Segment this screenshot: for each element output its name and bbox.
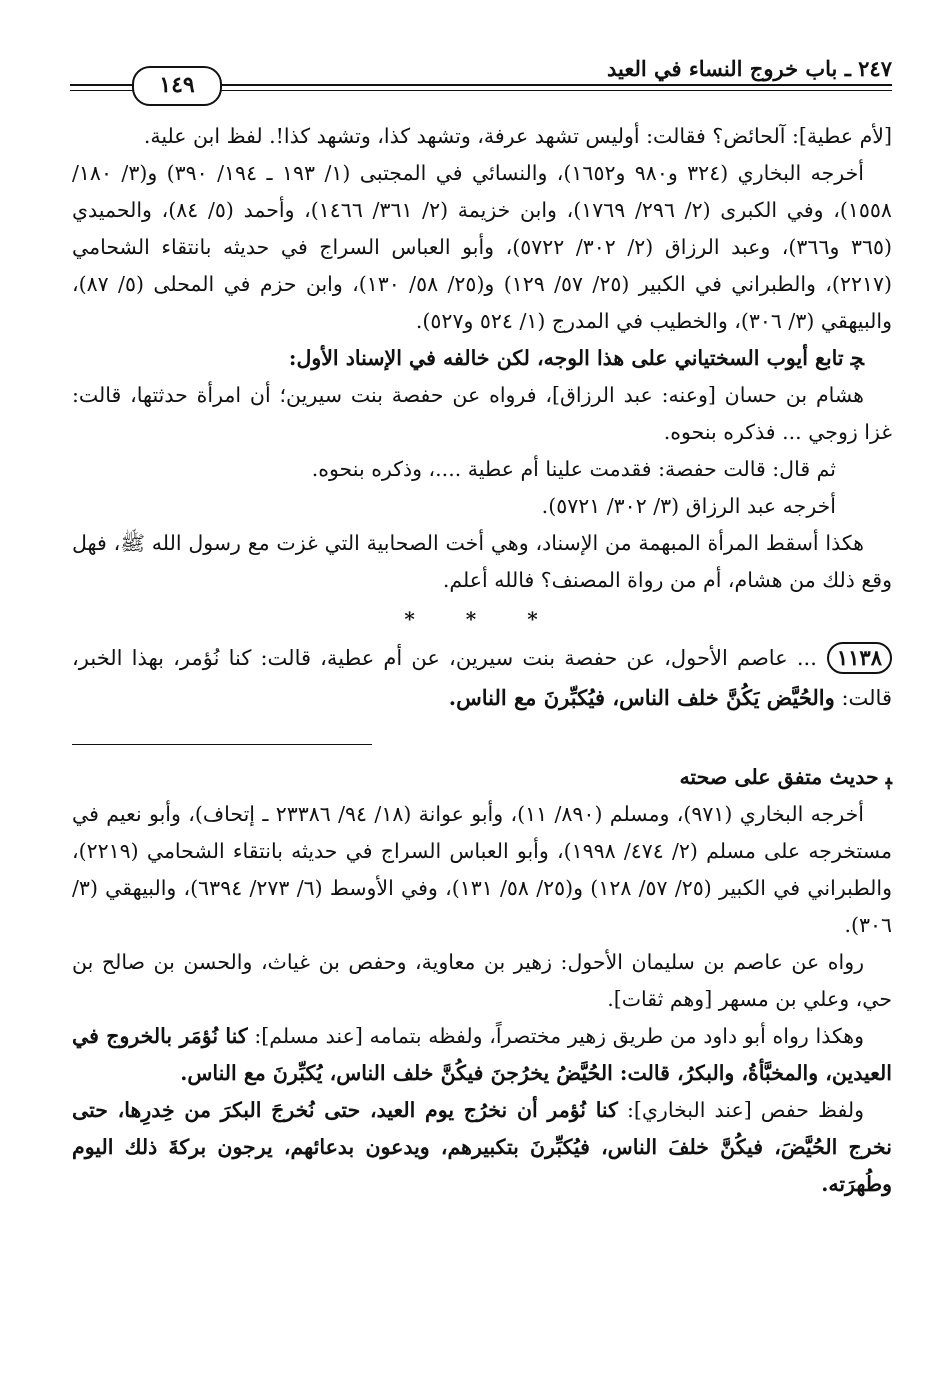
note-heading xyxy=(72,759,892,796)
footnote-divider xyxy=(72,744,372,745)
para-6 xyxy=(72,488,892,525)
section-stars: * * * xyxy=(404,607,560,631)
para-7 xyxy=(72,525,892,599)
para-1-text: [لأم عطية]: آلحائض؟ فقالت: أوليس تشهد عرفة، وتشهد كذا، وتشهد كذا!. لفظ ابن علية. xyxy=(143,124,892,148)
para-6-text: أخرجه عبد الرزاق (٣/ ٣٠٢/ ٥٧٢١). xyxy=(541,494,836,518)
para-3-text: ﭽ تابع أيوب السختياني على هذا الوجه، لكن خالفه في الإسناد الأول: xyxy=(288,346,864,370)
hadith-text: ... عاصم الأحول، عن حفصة بنت سيرين، عن أم عطية، قالت: كنا نُؤمر، بهذا الخبر، قالت: xyxy=(72,646,892,710)
para-4 xyxy=(72,377,892,451)
para-5-text: ثم قال: قالت حفصة: فقدمت علينا أم عطية ....، وذكره بنحوه. xyxy=(311,457,836,481)
para-2 xyxy=(72,155,892,340)
note-4-text: وهكذا رواه أبو داود من طريق زهير مختصراً، ولفظه بتمامه [عند مسلم]: xyxy=(247,1024,864,1048)
note-5 xyxy=(72,1092,892,1203)
note-3 xyxy=(72,944,892,1018)
note-heading-text: ﯧ حديث متفق على صحته xyxy=(679,765,892,789)
note-4 xyxy=(72,1018,892,1092)
para-5 xyxy=(72,451,892,488)
hadith-text-bold: والحُيَّض يَكُنَّ خلف الناس، فيُكبِّرنَ مع الناس. xyxy=(448,685,835,710)
page-body xyxy=(72,118,892,1203)
note-5-bold: كنا نُؤمر أن نخرُج يوم العيد، حتى نُخرجَ البكرَ من خِدرِها، حتى نخرج الحُيَّضَ، فيكُنَّ خلفَ الناس، فيُكبِّرنَ بتكبيرهم، ويدعون بدعائهم، يرجون بركةَ ذلك اليوم وطُهرَته. xyxy=(72,1098,892,1196)
para-4-text: هشام بن حسان [وعنه: عبد الرزاق]، فرواه عن حفصة بنت سيرين؛ أن امرأة حدثتها، قالت: غزا زوجي ... فذكره بنحوه. xyxy=(72,383,892,444)
page-number: ١٤٩ xyxy=(132,66,222,106)
note-5-text: ولفظ حفص [عند البخاري]: xyxy=(617,1098,864,1122)
note-4-bold: كنا نُؤمَر بالخروج في العيدين، والمخبَّأةُ، والبكرُ، قالت: الحُيَّضُ يخرُجنَ فيكُنَّ خلف الناس، يُكبِّرنَ مع الناس. xyxy=(72,1024,892,1085)
page-header xyxy=(70,52,892,108)
hadith-block xyxy=(72,638,892,718)
note-2 xyxy=(72,796,892,944)
para-3 xyxy=(72,340,892,377)
note-3-text: رواه عن عاصم بن سليمان الأحول: زهير بن معاوية، وحفص بن غياث، والحسن بن صالح بن حي، وعلي بن مسهر [وهم ثقات]. xyxy=(72,950,892,1011)
hadith-number: ١١٣٨ xyxy=(827,642,892,674)
chapter-title: ٢٤٧ ـ باب خروج النساء في العيد xyxy=(601,56,892,81)
note-2-text: أخرجه البخاري (٩٧١)، ومسلم (٨٩٠/ ١١)، وأبو عوانة (١٨/ ٩٤/ ٢٣٣٨٦ ـ إتحاف)، وأبو نعيم في مستخرجه على مسلم (٢/ ٤٧٤/ ١٩٩٨)، وأبو العباس السراج في حديثه بانتقاء الشحامي (٢٢١٩)، والطبراني في الكبير (٢٥/ ٥٧/ ١٢٨) و(٢٥/ ٥٨/ ١٣١)، وفي الأوسط (٦/ ٢٧٣/ ٦٣٩٤)، والبيهقي (٣/ ٣٠٦). xyxy=(72,802,892,937)
para-7-text: هكذا أسقط المرأة المبهمة من الإسناد، وهي أخت الصحابية التي غزت مع رسول الله ﷺ، فهل وقع ذلك من هشام، أم من رواة المصنف؟ فالله أعلم. xyxy=(72,531,892,592)
para-1 xyxy=(72,118,892,155)
para-2-text: أخرجه البخاري (٣٢٤ و٩٨٠ و١٦٥٢)، والنسائي في المجتبى (١/ ١٩٣ ـ ١٩٤/ ٣٩٠) و(٣/ ١٨٠/ ١٥٥٨)، وفي الكبرى (٢/ ٢٩٦/ ١٧٦٩)، وابن خزيمة (٢/ ٣٦١/ ١٤٦٦)، وأحمد (٥/ ٨٤)، والحميدي (٣٦٥ و٣٦٦)، وعبد الرزاق (٢/ ٣٠٢/ ٥٧٢٢)، وأبو العباس السراج في حديثه بانتقاء الشحامي (٢٢١٧)، والطبراني في الكبير (٢٥/ ٥٧/ ١٢٩) و(٢٥/ ٥٨/ ١٣٠)، وابن حزم في المحلى (٥/ ٨٧)، والبيهقي (٣/ ٣٠٦)، والخطيب في المدرج (١/ ٥٢٤ و٥٢٧). xyxy=(72,161,892,333)
